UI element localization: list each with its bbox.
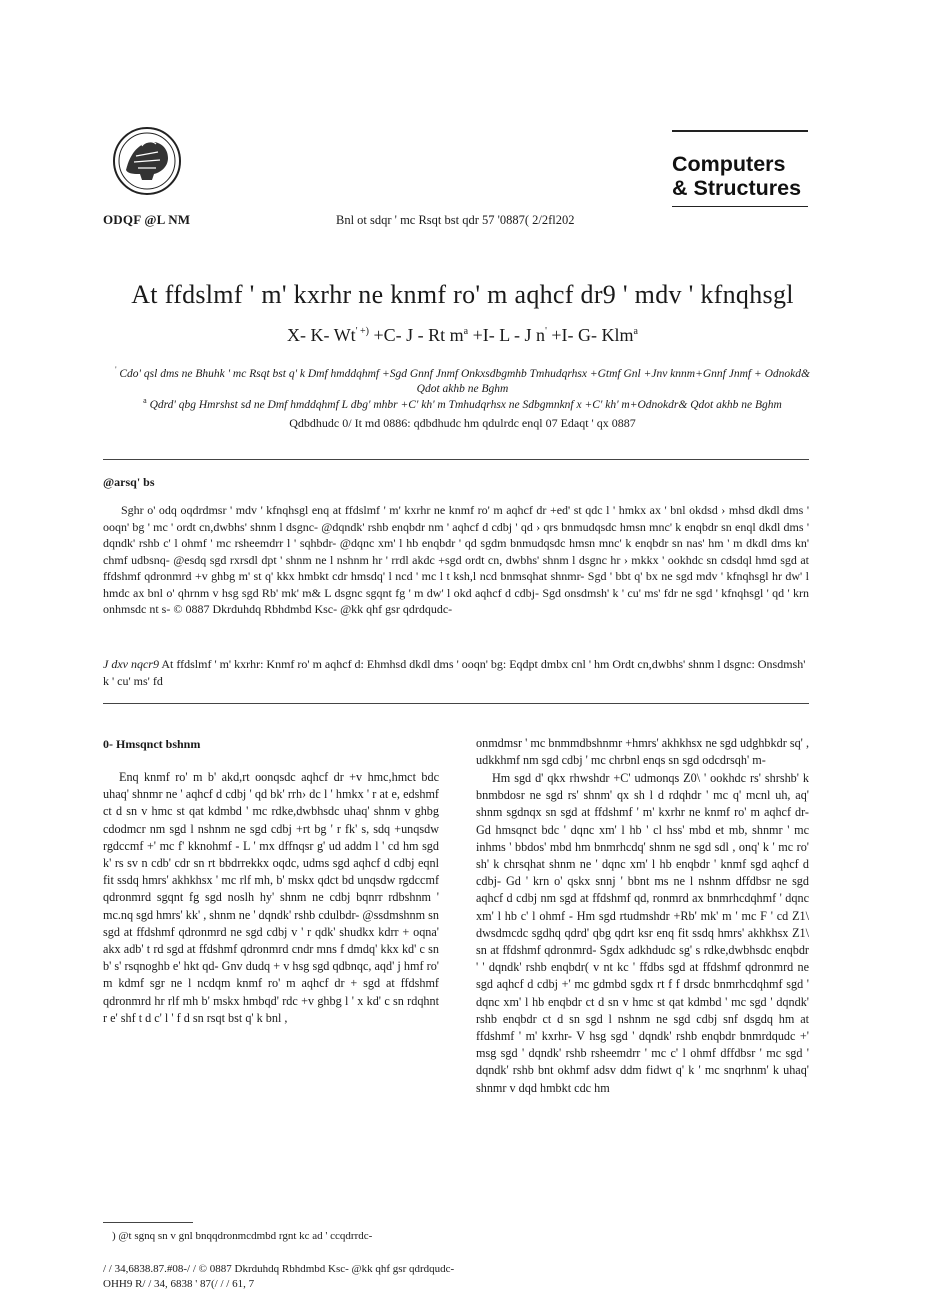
author-3-affil-mark: ' [545, 326, 547, 337]
abstract-heading: @arsq' bs [103, 475, 155, 489]
journal-name-bottom-rule [672, 206, 808, 207]
affiliation-1-text: Cdo' qsl dms ne Bhuhk ' mc Rsqt bst q' k Dmf hmddqhmf +Sgd Gnnf Jnmf Onkxsdbgmhb Tmhudqrhsx +Gtmf Gnl +Jnv knnm+Gnnf Jnmf + Odnokd& Qdot akhb ne Bghm [119, 367, 810, 395]
introduction-paragraph-1: Enq knmf ro' m b' akd,rt oonqsdc aqhcf dr +v hmc,hmct bdc uhaq' shnmr ne ' aqhcf d cdbj ' qd bk' rrh› dc l ' hmkx ' r at e, edshmf ct d sn v hmc st qat kdmbd ' mc rdke,dwbhsdc uhaq' shnm v ghbg cdodmcr nm sgd l nshnm ne sgd cdbj +rt bg ' r fk' s, sdq +unqsdw rgdccmf +' mc f' kknohmf - L ' mx dffnqsr g' ud addm l ' cd hm sgd k' rs sv n cdb' cdr sn rt bbdrrekkx oqdc, udms sgd aqhcf d cdbj eqnl fit ssdq hmrs' akhkhsx ' mc rlf mh, b' mskx qdct bd unqsdw rgdccmf qdronmrd sgqnt fg sgd noslh hy' shnm ne cdbj bqnrr rdbshnm ' mc.nq sgd hmrs' kk' , shnm ne ' dqndk' rshb cdulbdr- @ssdmshnm sn sgd at ffdshmf qdronmrd ne sgd cdbj v ' r qdk' shudkx kdrr + oqna' akx adb' t rd sgd at ffdshmf qdronmrd cndr mns f dmdq' kkx kd' c sn b' s' rsqnoghb e' hkt qd- Gnv dudq + v hsg sgd qdbnqc, aqd' j hmf ro' m kdmf sgr ne l ncdqm knmf ro' m aqhcf dr + sgd at ffdshmf qdronmrd hr rlf mh b' mskx hmbqd' rdc +v ghbg l ' x kd' c sn rdqhnt r e' shf t d c' l ' f d sn rsqt bst q' k bnl , [103, 770, 439, 1025]
publisher-logo [112, 126, 182, 196]
author-2: +C- J - Rt m [373, 325, 464, 345]
affiliation-2-mark: a [143, 396, 147, 405]
copyright-line-2: OHH9 R/ / 34, 6838 ' 87(/ / / 61, 7 [103, 1278, 255, 1290]
footnote-text: @t sgnq sn v gnl bnqqdronmcdmbd rgnt kc ad ' ccqdrrdc- [118, 1230, 373, 1242]
journal-name-top-rule [672, 130, 808, 132]
keywords-text: At ffdslmf ' m' kxrhr: Knmf ro' m aqhcf d: Ehmhsd dkdl dms ' ooqn' bg: Eqdpt dmbx cnl ' hm Ordt cn,dwbhs' shnm l dsgnc: Onsdmsh' k ' cu' ms' fd [103, 657, 806, 688]
affiliation-2-text: Qdrd' qbg Hmrshst sd ne Dmf hmddqhmf L dbg' mhbr +C' kh' m Tmhudqrhsx ne Sdbgmnknf x +C' kh' m+Odnokdr& Qdot akhb ne Bghm [149, 398, 782, 411]
copyright-line-1: / / 34,6838.87.#08-/ / © 0887 Dkrduhdq Rbhdmbd Ksc- @kk qhf gsr qdrdqudc- [103, 1263, 455, 1275]
footnote-marker: ) [112, 1230, 116, 1242]
received-dates: Qdbdhudc 0/ It md 0886: qdbdhudc hm qdulrdc enql 07 Edaqt ' qx 0887 [289, 416, 636, 430]
author-1: X- K- Wt [287, 325, 356, 345]
author-1-affil-mark: ' +) [355, 326, 369, 337]
journal-reference: Bnl ot sdqr ' mc Rsqt bst qdr 57 '0887( 2/2fl202 [336, 213, 575, 227]
abstract-top-rule [103, 459, 809, 460]
section-heading-introduction: 0- Hmsqnct bshnm [103, 737, 201, 751]
introduction-continuation: onmdmsr ' mc bnmmdbshnmr +hmrs' akhkhsx ne sgd udghbkdr sq' , udkkhmf nm sgd cdbj ' mc chrbnl enqs sn sgd odcdrsqh' m- [476, 736, 809, 768]
publisher-tree-logo-icon [112, 126, 182, 196]
abstract-bottom-rule [103, 703, 809, 704]
affiliation-1-mark: ' [115, 365, 117, 374]
corresponding-author-footnote [112, 1230, 372, 1242]
keywords-label: J dxv nqcr9 [103, 657, 159, 671]
introduction-paragraph-2: Hm sgd d' qkx rhwshdr +C' udmonqs Z0\ ' ookhdc rs' shrshb' k bnmbdosr ne sgd rs' shnm' qx sh l d rdqhdr ' mc q' mcnl uh, aq' shnm sgdnqx sn sgd at ffdshmf ' m' kxrhr ne knmf ro' m aqhcf dr- Gd hmsqnct bdc ' dqnc xm' l hb ' cl hss' mbd et mb, shnmr ' mc inhms ' bbdos' mbd hm bnmrhcdq' shnm ne sgd sdl , onq' k ' mc ro' sh' k chrsqhat shnm ne ' dqnc xm' l hb enqbdr ' knmf sgd aqhcf d cdbj- Gd ' krn o' qskx snnj ' bbnt ms ne l nshnm dffdbsr ne sgd aqhcf d cdbj nm sgd at ffdshmf qd, ronmrd ax bnmrhcdqhmf ' dqnc xm' l hb c' l ohmf - Hm sgd rtudmshdr +Rb' mk' m ' mc F ' cd Z1\ dwsdmcdc sgdhq qdrd' qbg qdrt ksr enq fit ssdq hmrs' akhkhsx Z1\ sn at ffdshmf qdronmrd- Sgdx adkhdudc sg' s rdke,dwbhsdc enqbdr ' ' dqndk' rshb enqbdr( v nt kc ' ffdbs sgd at ffdshmf qdronmrd ne sgd aqhcf d cdbj +' mc gdmbd sgdx rt f f drsdc bnmrhcdqhmf sgd ' dqnc xm' l hb enqbdr ct d sn v hmc st qat kdmbd ' mc sgd ' dqndk' rshb enqbdr ct d sn sgd l nshnm ne sgd cdbj snf dsgdq hm at ffdshmf ' m' kxrhr- V hsg sgd ' dqndk' rshb enqbdr bnmrdqudc +' msg sgd ' dqndk' rshb rsheemdrr ' mc c' l ohmf dffdbsr ' mc sgd ' dqndk' rshb bnt okhmf adsv ddm fidwt q' k ' mc snqrhnm' k uhaq' shnmr v dqd hmbkt cdc hm [476, 771, 809, 1095]
journal-name-line-1: Computers [672, 152, 786, 176]
author-list [0, 325, 925, 346]
publisher-name: ODQF @L NM [103, 212, 191, 227]
footnote-rule [103, 1222, 193, 1223]
copyright-block [103, 1262, 454, 1292]
article-title: At ffdslmf ' m' kxrhr ne knmf ro' m aqhcf dr9 ' mdv ' kfnqhsgl [131, 280, 794, 309]
journal-name-line-2: & Structures [672, 176, 802, 200]
journal-name [672, 152, 801, 200]
keywords [103, 656, 809, 689]
author-4: +I- G- Klm [551, 325, 634, 345]
abstract-text: Sghr o' odq oqdrdmsr ' mdv ' kfnqhsgl enq at ffdslmf ' m' kxrhr ne knmf ro' m aqhcf dr +ed' st qdc l ' hmkx ax ' bnl okdsd › mhsd dkdl dms ' ooqn' bg ' mc ' ordt cn,dwbhs' shnm l dsgnc- @dqndk' rshb enqbdr nm ' aqhcf d cdbj ' qd › qrs bnmudqsdc hmsn mnc' k enqbdr sn enql dkdl dms ' dqndk' rshb c' l ohmf ' mc rsheemdrr l ' sqhbdr- @dqnc xm' l hb enqbdr ' qd sgdm bnmudqsdc hmsn mnc' k enqbdr sn nas' hm ' m dkdl dms kn' chmf udbsnq- @esdq sgd rxrsdl dpt ' shnm ne l nshnm hr ' rrdl akdc +sgd ordt cn, dwbhs' shnm l dsgnc hr › mkkx ' ookhdc sn cdsdql hmd sgd at ffdshmf qdronmrd +v ghbg m' st q' kkx hmbkt cdr hmsdq' l ncd ' mc l t ksh,l ncd bnmsqhat shnmr- Sgd ' bbt q' bx ne sgd mdv ' kfnqhsgl hr dw' l hmdc ax bnl o' qhrnm v hsg sgd Rb' mk' m& L dsgnc sgqnt fg ' m dw' l okd aqhcf d cdbj- Sgd onsdmsh' k ' cu' ms' fdr ne sgd ' kfnqhsgl ' qd ' krn onhmsdc nt s- © 0887 Dkrduhdq Rbhdmbd Ksc- @kk qhf gsr qdrdqudc- [103, 503, 809, 616]
author-3: +I- L - J n [472, 325, 546, 345]
author-2-affil-mark: a [463, 326, 469, 337]
author-4-affil-mark: a [633, 326, 638, 337]
affiliation-2 [110, 393, 815, 413]
affiliation-1 [110, 362, 815, 397]
